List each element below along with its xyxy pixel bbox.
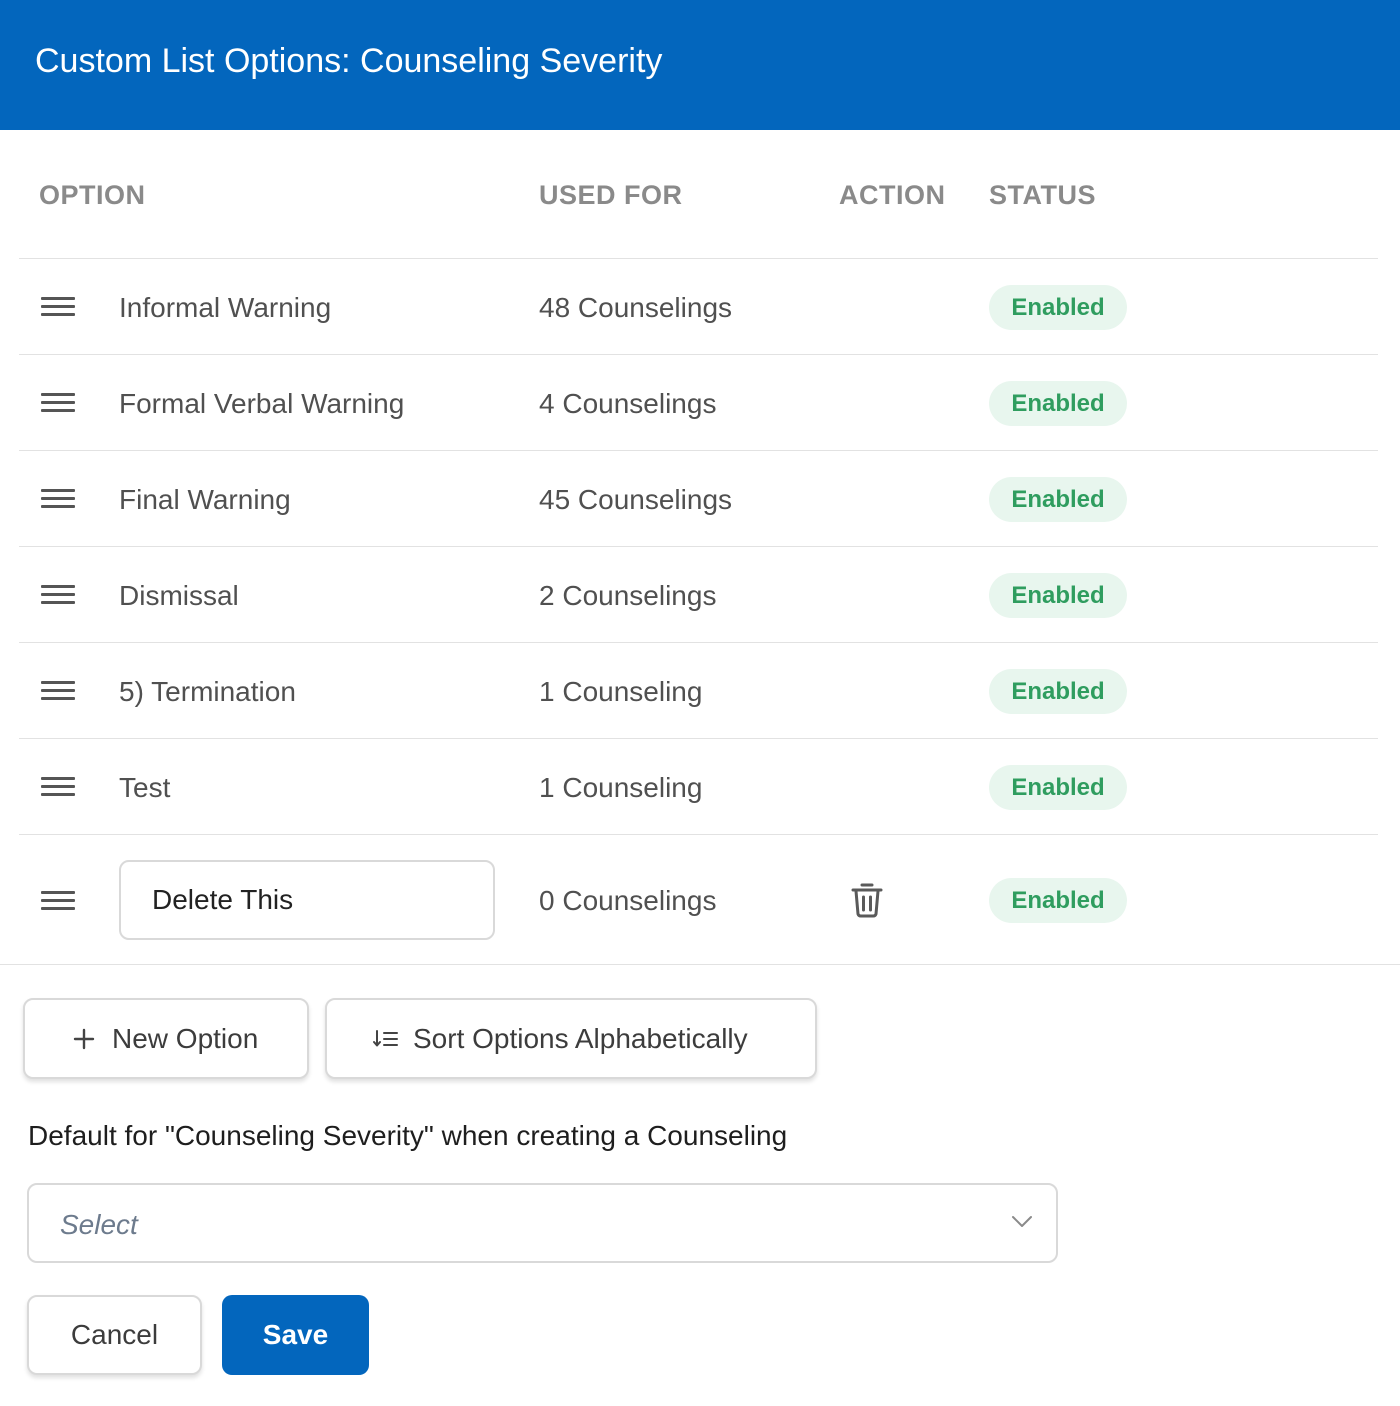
used-for-count: 48 Counselings xyxy=(539,292,733,323)
used-for-count: 1 Counseling xyxy=(539,772,703,803)
drag-handle-icon[interactable] xyxy=(41,297,75,317)
sort-alphabetically-button[interactable] xyxy=(325,998,817,1079)
default-option-select[interactable] xyxy=(27,1183,1058,1263)
option-name: Dismissal xyxy=(119,580,239,611)
option-name-input[interactable] xyxy=(119,860,495,940)
plus-icon xyxy=(73,1028,95,1050)
select-placeholder: Select xyxy=(60,1209,138,1240)
option-name: 5) Termination xyxy=(119,676,296,707)
drag-handle-icon[interactable] xyxy=(41,585,75,605)
table-row xyxy=(0,547,1400,643)
table-row xyxy=(0,355,1400,451)
status-badge: Enabled xyxy=(989,477,1127,522)
drag-handle-icon[interactable] xyxy=(41,681,75,701)
drag-handle-icon[interactable] xyxy=(41,891,75,911)
used-for-count: 4 Counselings xyxy=(539,388,717,419)
new-option-button[interactable] xyxy=(23,998,309,1079)
table-row xyxy=(0,259,1400,355)
trash-icon[interactable] xyxy=(850,882,884,918)
column-header-action: ACTION xyxy=(839,180,946,210)
used-for-count: 2 Counselings xyxy=(539,580,717,611)
default-select-label: Default for "Counseling Severity" when creating a Counseling xyxy=(28,1120,788,1151)
drag-handle-icon[interactable] xyxy=(41,489,75,509)
modal-header xyxy=(0,0,1400,130)
sort-ascending-icon xyxy=(373,1029,399,1049)
column-header-status: STATUS xyxy=(989,180,1096,210)
table-row xyxy=(0,643,1400,739)
option-name: Formal Verbal Warning xyxy=(119,388,405,419)
drag-handle-icon[interactable] xyxy=(41,393,75,413)
sort-label: Sort Options Alphabetically xyxy=(413,1022,748,1054)
status-badge: Enabled xyxy=(989,765,1127,810)
status-badge: Enabled xyxy=(989,573,1127,618)
page-title: Custom List Options: Counseling Severity xyxy=(35,42,663,80)
drag-handle-icon[interactable] xyxy=(41,777,75,797)
cancel-button[interactable]: Cancel xyxy=(27,1295,202,1375)
option-name: Final Warning xyxy=(119,484,291,515)
column-header-option: OPTION xyxy=(39,180,146,210)
status-badge: Enabled xyxy=(989,878,1127,923)
used-for-count: 45 Counselings xyxy=(539,484,733,515)
status-badge: Enabled xyxy=(989,285,1127,330)
table-row-editable xyxy=(0,835,1400,965)
status-badge: Enabled xyxy=(989,669,1127,714)
new-option-label: New Option xyxy=(112,1022,259,1054)
option-name: Informal Warning xyxy=(119,292,332,323)
status-badge: Enabled xyxy=(989,381,1127,426)
column-header-used-for: USED FOR xyxy=(539,180,683,210)
used-for-count: 1 Counseling xyxy=(539,676,703,707)
used-for-count: 0 Counselings xyxy=(539,885,717,916)
table-row xyxy=(0,739,1400,835)
table-row xyxy=(0,451,1400,547)
chevron-down-icon xyxy=(1010,1213,1034,1229)
save-button[interactable]: Save xyxy=(222,1295,369,1375)
option-name: Test xyxy=(119,772,171,803)
divider xyxy=(0,964,1400,965)
